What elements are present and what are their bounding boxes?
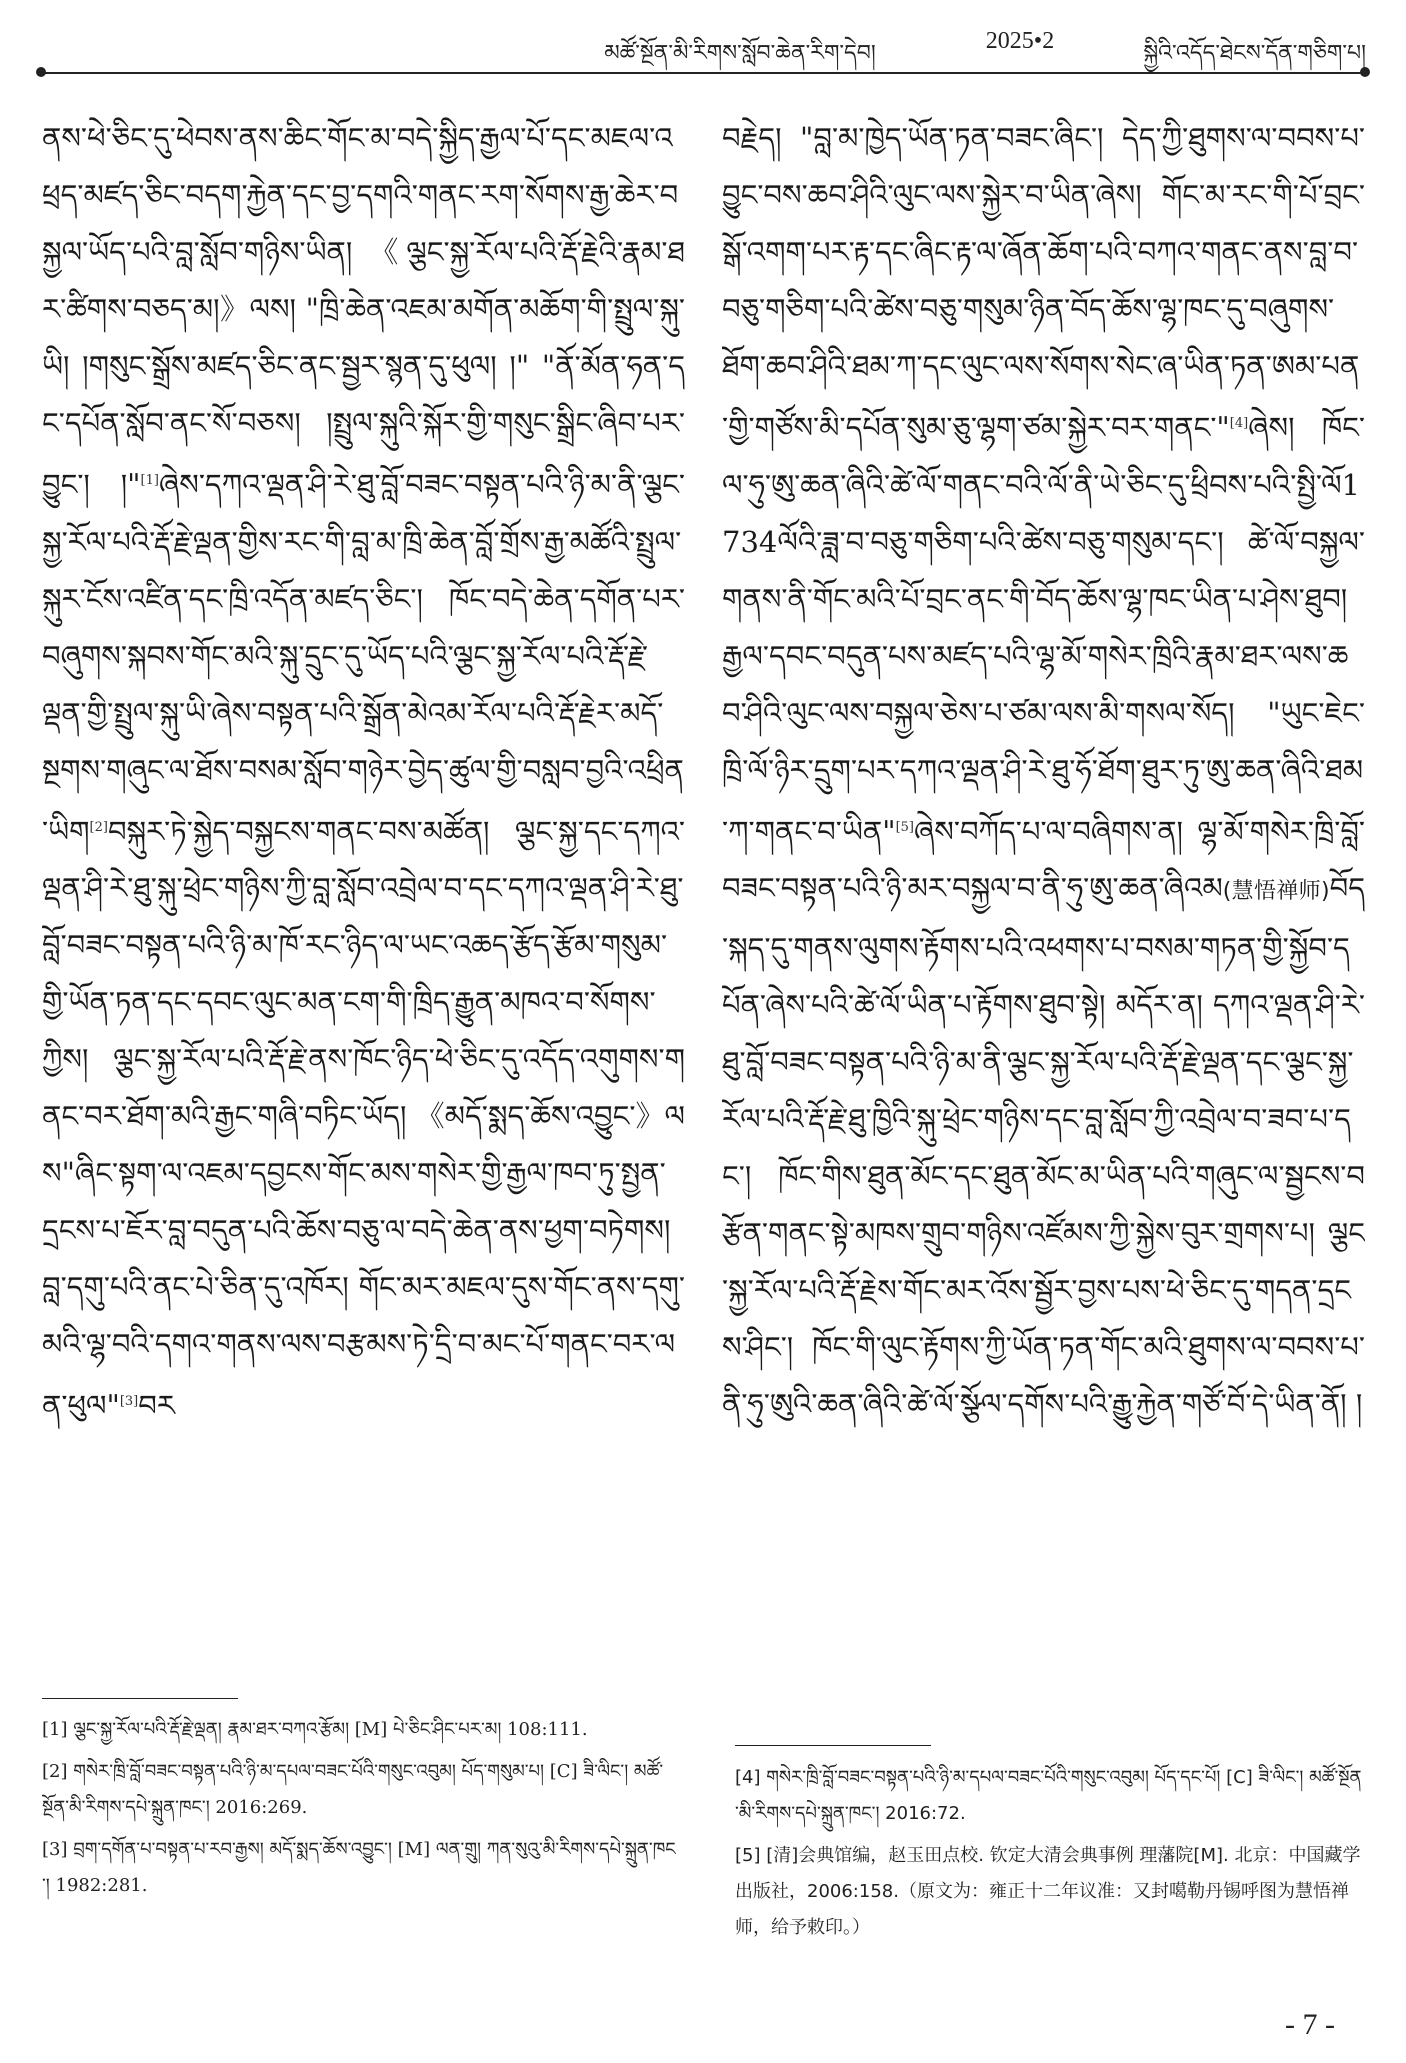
- footnote-ref-4: [4]: [1229, 416, 1249, 431]
- footnote-4: [4] གསེར་ཁྲི་བློ་བཟང་བསྟན་པའི་ཉི་མ་དཔལ་བཟང་པོའི་གསུང་འབུམ། པོད་དང་པོ། [C] ཟི་ལིང་། མཚོ་སྔོན་མི་རིགས་དཔེ་སྐྲུན་ཁང་། 2016:72.: [735, 1767, 1362, 1824]
- footnote-ref-5: [5]: [895, 819, 914, 835]
- journal-name: མཚོ་སྔོན་མི་རིགས་སློབ་ཆེན་རིག་དེབ།: [604, 41, 876, 66]
- footnote-1: [1] ལྕང་སྐྱ་རོལ་པའི་རྡོ་རྗེ་ལྡན། རྣམ་ཐར་བཀའ་རྩོམ། [M] པེ་ཅིང་ཤིང་པར་མ། 108:111.: [42, 1719, 588, 1740]
- text-run: ཞེས། ཁོང་ལ་ཧུ་ཨུ་ཆན་ཞིའི་ཚེ་ལོ་གནང་བའི་ལོ་ནི་ཡེ་ཅིང་དུ་ཕྲིབས་པའི་སྤྱི་ལོ1734ལོའི་ཟླ་བ་བཅུ་གཅིག་པའི་ཚེས་བཅུ་གསུམ་དང་། ཚེ་ལོ་བསྐྱལ་གནས་ནི་གོང་མའི་པོ་བྲང་ནང་གི་བོད་ཆོས་ལྷ་ཁང་ཡིན་པ་ཤེས་ཐུབ། རྒྱལ་དབང་བདུན་པས་མཛད་པའི་ལྷ་མོ་གསེར་ཁྲིའི་རྣམ་ཐར་ལས་ཆབ་ཤིའི་ལུང་ལས་བསྐྱལ་ཅེས་པ་ཙམ་ལས་མི་གསལ་སོད། "ཡུང་ཇེང་ཁྲི་ལོ་ཉིར་དྲུག་པར་དཀའ་ལྡན་ཤི་རེ་ཐུ་ཧོ་ཐོག་ཐུར་ཏུ་ཨུ་ཆན་ཞིའི་ཐམ་ཀ་གནང་བ་ཡིན": [722, 410, 1365, 849]
- footnote-2: [2] གསེར་ཁྲི་བློ་བཟང་བསྟན་པའི་ཉི་མ་དཔལ་བཟང་པོའི་གསུང་འབུམ། པོད་གསུམ་པ། [C] ཟི་ལིང་། མཚོ་སྔོན་མི་རིགས་དཔེ་སྐྲུན་ཁང་། 2016:269.: [42, 1761, 664, 1818]
- right-column: [722, 110, 1365, 1690]
- footnote-rule-right: [735, 1745, 931, 1746]
- page-header: [40, 22, 1366, 82]
- footnote-ref-3: [3]: [119, 1394, 139, 1410]
- footnotes-right: [735, 1760, 1365, 1960]
- text-run: བོད་སྐད་དུ་གནས་ལུགས་རྟོགས་པའི་འཕགས་པ་བསམ་གཏན་གྱི་སྐྱོབ་དཔོན་ཞེས་པའི་ཚེ་ལོ་ཡིན་པ་རྟོགས་ཐུབ་སྟེ། མདོར་ན། དཀའ་ལྡན་ཤི་རེ་ཐུ་བློ་བཟང་བསྟན་པའི་ཉི་མ་ནི་ལྕང་སྐྱ་རོལ་པའི་རྡོ་རྗེ་ལྡན་དང་ལྕང་སྐྱ་རོལ་པའི་རྡོ་རྗེ་ཐུ་ཁྱིའི་སྐུ་ཕྲེང་གཉིས་དང་བླ་སློབ་ཀྱི་འབྲེལ་བ་ཟབ་པ་དང་། ཁོང་གིས་ཐུན་མོང་དང་ཐུན་མོང་མ་ཡིན་པའི་གཞུང་ལ་སྦྱངས་བརྩོན་གནང་སྟེ་མཁས་གྲུབ་གཉིས་འཛོམས་ཀྱི་སྐྱེས་བུར་གྲགས་པ། ལྕང་སྐྱ་རོལ་པའི་རྡོ་རྗེས་གོང་མར་འོས་སྦྱོར་བྱས་པས་ཕེ་ཅིང་དུ་གདན་དྲངས་ཤིང་། ཁོང་གི་ལུང་རྟོགས་ཀྱི་ཡོན་ཏན་གོང་མའི་ཐུགས་ལ་བབས་པ་ནི་ཧུ་ཨུའི་ཆན་ཞིའི་ཚེ་ལོ་སྩོལ་དགོས་པའི་རྒྱུ་རྐྱེན་གཙོ་བོ་དེ་ཡིན་ནོ། །: [722, 871, 1365, 1422]
- text-run: ཞེས་དཀའ་ལྡན་ཤི་རེ་ཐུ་བློ་བཟང་བསྟན་པའི་ཉི་མ་ནི་ལྕང་སྐྱ་རོལ་པའི་རྡོ་རྗེ་ལྡན་གྱིས་རང་གི་བླ་མ་ཁྲི་ཆེན་བློ་གྲོས་རྒྱ་མཚོའི་སྤྲུལ་སྐུར་ངོས་འཛིན་དང་ཁྲི་འདོན་མཛད་ཅིང་། ཁོང་བདེ་ཆེན་དགོན་པར་བཞུགས་སྐབས་གོང་མའི་སྐུ་དྲུང་དུ་ཡོད་པའི་ལྕང་སྐྱ་རོལ་པའི་རྡོ་རྗེ་ལྡན་གྱི་སྤྲུལ་སྐུ་ཡི་ཞེས་བསྟན་པའི་སྒྲོན་མེའམ་རོལ་པའི་རྡོ་རྗེར་མདོ་སྔགས་གཞུང་ལ་ཐོས་བསམ་སློབ་གཉེར་བྱེད་ཚུལ་གྱི་བསླབ་བྱའི་འཕྲིན་ཡིག: [42, 467, 685, 849]
- footnote-5: [5] [清]会典馆编，赵玉田点校. 钦定大清会典事例 理藩院[M]. 北京：中国藏学出版社，2006:158.（原文为：雍正十二年议准：又封噶勒丹锡呼图为慧悟禅师，给予敕印。）: [735, 1845, 1361, 1938]
- text-run: ནས་ཕེ་ཅིང་དུ་ཕེབས་ནས་ཆིང་གོང་མ་བདེ་སྐྱིད་རྒྱལ་པོ་དང་མཇལ་འཕྲད་མཛད་ཅིང་བདག་རྐྱེན་དང་བྱ་དགའི་གནང་རག་སོགས་རྒྱ་ཆེར་བསྐྱལ་ཡོད་པའི་བླ་སློབ་གཉིས་ཡིན། 《ལྕང་སྐྱ་རོལ་པའི་རྡོ་རྗེའི་རྣམ་ཐར་ཚིགས་བཅད་མ།》ལས། "ཁྲི་ཆེན་འཇམ་མགོན་མཆོག་གི་སྤྲུལ་སྐུ་ཡི། །གསུང་སྒྲོས་མཛད་ཅིང་ནང་སྦྱར་སྙན་དུ་ཕུལ། །" "ནོ་མོན་ཧན་དང་དཔོན་སློབ་ནང་སོ་བཅས། །སྤྲུལ་སྐུའི་སྐོར་གྱི་གསུང་སྒྲིང་ཞིབ་པར་བྱུང་། །": [42, 121, 685, 502]
- text-run: བསྐུར་ཏེ་སྐྱེད་བསྐྱངས་གནང་བས་མཚོན། ལྕང་སྐྱ་དང་དཀའ་ལྡན་ཤི་རེ་ཐུ་སྐུ་ཕྲེང་གཉིས་ཀྱི་བླ་སློབ་འབྲེལ་བ་དང་དཀའ་ལྡན་ཤི་རེ་ཐུ་བློ་བཟང་བསྟན་པའི་ཉི་མ་ཁོ་རང་ཉིད་ལ་ཡང་འཆད་རྩོད་རྩོམ་གསུམ་གྱི་ཡོན་ཏན་དང་དབང་ལུང་མན་ངག་གི་ཁྲིད་རྒྱུན་མཁའ་བ་སོགས་ཀྱིས། ལྕང་སྐྱ་རོལ་པའི་རྡོ་རྗེ་ནས་ཁོང་ཉིད་ཕེ་ཅིང་དུ་འདོད་འགུགས་གནང་བར་ཐོག་མའི་རྒྱང་གཞི་བཏིང་ཡོད། 《མདོ་སྨད་ཆོས་འབྱུང་》ལས"ཞིང་སྟག་ལ་འཇམ་དབྱངས་གོང་མས་གསེར་གྱི་རྒྱལ་ཁབ་ཏུ་སྤྱན་དྲངས་པ་ཇོར་བླ་བདུན་པའི་ཆོས་བཅུ་ལ་བདེ་ཆེན་ནས་ཕྱག་བཏེགས། བླ་དགུ་པའི་ནང་པེ་ཅིན་དུ་འཁོར། གོང་མར་མཇལ་དུས་གོང་ནས་དགུ་མའི་ལྷ་བའི་དགའ་གནས་ལས་བརྩམས་ཏེ་དྲི་བ་མང་པོ་གནང་བར་ལན་ཕུལ": [42, 814, 685, 1423]
- issue-number: 2025•2: [985, 28, 1055, 54]
- header-rule: [40, 72, 1366, 74]
- footnotes-left: [42, 1712, 682, 1962]
- footnote-ref-1: [1]: [140, 473, 159, 488]
- body-paragraph: [722, 110, 1365, 1433]
- chinese-title: (慧悟禅师): [1222, 879, 1330, 905]
- page-number: - 7 -: [1285, 2008, 1335, 2041]
- text-run: བརྗེད། "བླ་མ་ཁྱེད་ཡོན་ཏན་བཟང་ཞིང་། དེད་ཀྱི་ཐུགས་ལ་བབས་པ་བྱུང་བས་ཆབ་ཤིའི་ལུང་ལས་སྐྱེར་བ་ཡིན་ཞེས། གོང་མ་རང་གི་པོ་བྲང་སྒོ་འགག་པར་རྟ་དང་ཞིང་རྟ་ལ་ཞོན་ཆོག་པའི་བཀའ་གནང་ནས་བླ་བ་བཅུ་གཅིག་པའི་ཚེས་བཅུ་གསུམ་ཉིན་བོད་ཆོས་ལྷ་ཁང་དུ་བཞུགས་ཐོག་ཆབ་ཤིའི་ཐམ་ཀ་དང་ལུང་ལས་སོགས་སེང་ཞ་ཡིན་ཏན་ཨམ་པན་གྱི་གཙོས་མི་དཔོན་སུམ་ཅུ་ལྷག་ཙམ་སྐྱེར་བར་གནང་": [722, 121, 1365, 445]
- footnote-rule-left: [42, 1698, 238, 1699]
- article-title: སྐྱིའི་འདོད་ཐེངས་དོན་གཅིག་པ།: [1143, 41, 1366, 66]
- footnote-3: [3] བྲག་དགོན་པ་བསྟན་པ་རབ་རྒྱས། མདོ་སྨད་ཆོས་འབྱུང་། [M] ལན་གྲུ། ཀན་སུའུ་མི་རིགས་དཔེ་སྐྲུན་ཁང་། 1982:281.: [42, 1839, 676, 1896]
- header-rule-dot-right: [1360, 67, 1370, 77]
- body-paragraph: [42, 110, 685, 1435]
- text-run: བར: [138, 1388, 175, 1423]
- text-run: ཞེས་བཀོད་པ་ལ་བཞིགས་ན། ལྷ་མོ་གསེར་ཁྲི་བློ་བཟང་བསྟན་པའི་ཉི་མར་བསྐྱལ་བ་ནི་ཧུ་ཨུ་ཆན་ཞིའམ: [722, 814, 1365, 906]
- footnote-ref-2: [2]: [89, 819, 108, 835]
- header-rule-dot-left: [36, 67, 46, 77]
- left-column: [42, 110, 685, 1690]
